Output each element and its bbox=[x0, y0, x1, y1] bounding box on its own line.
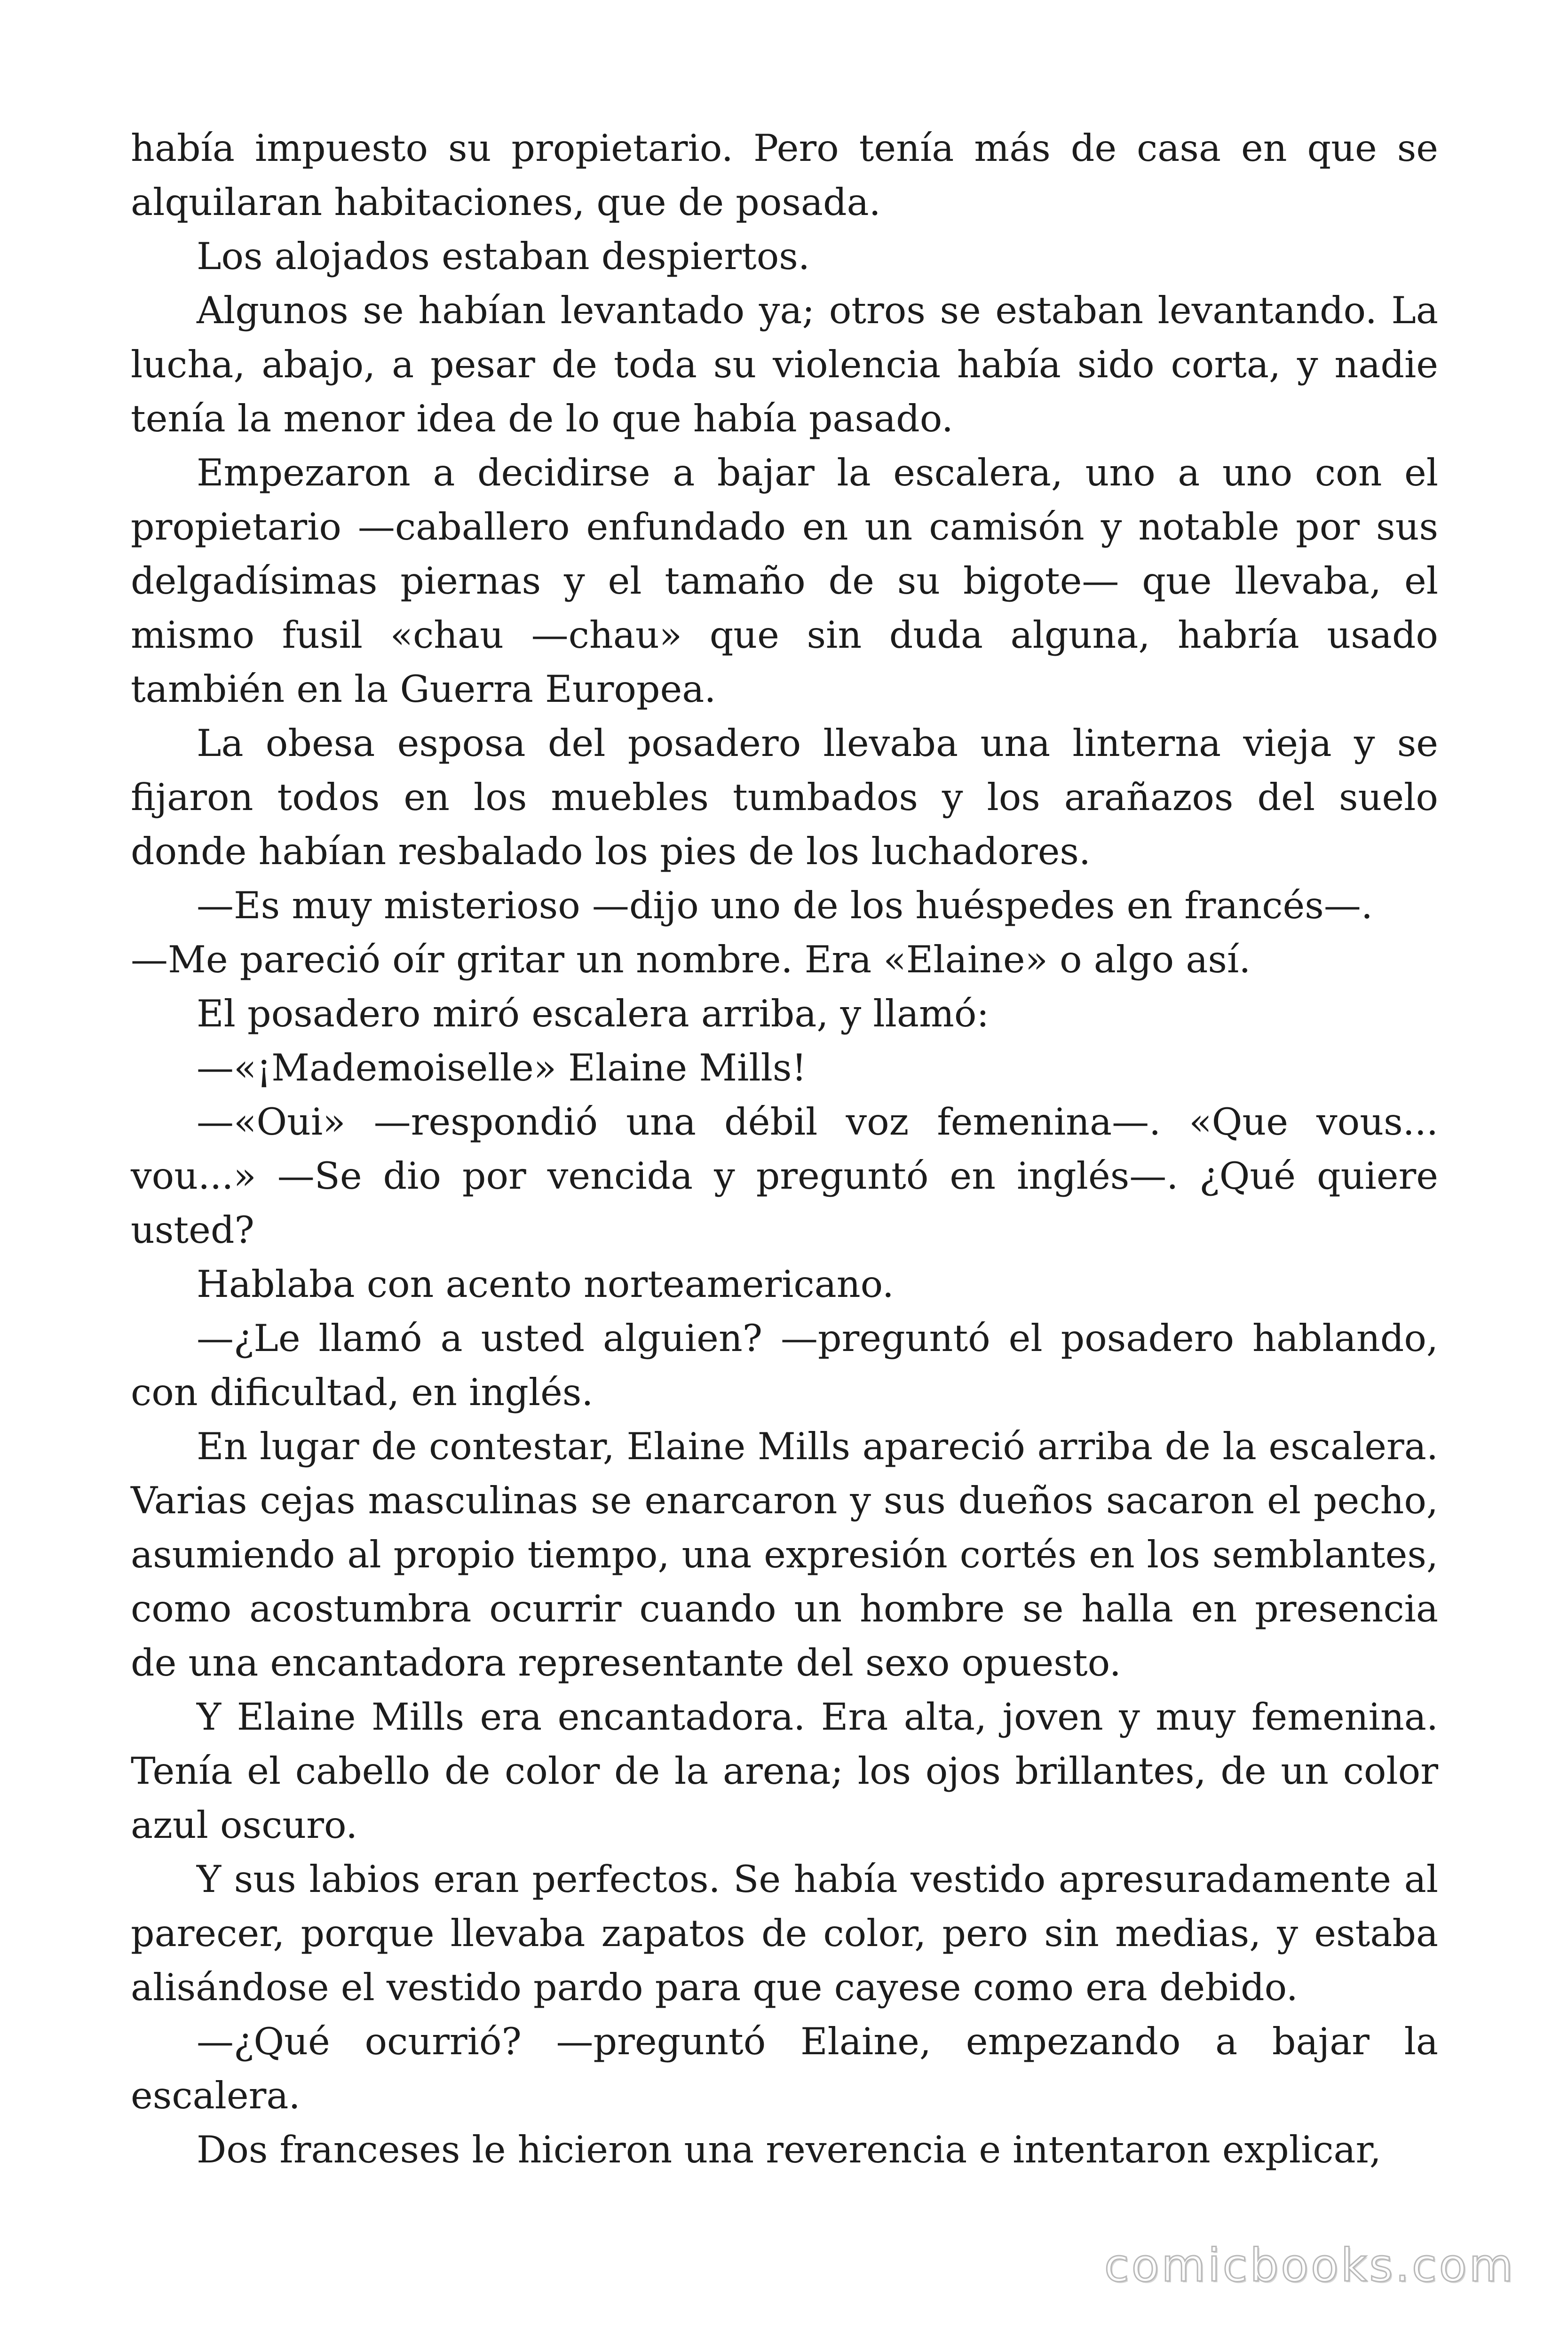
paragraph: La obesa esposa del posadero llevaba una linterna vieja y se fijaron todos en los muebles tumbados y los arañazos del suelo donde habían resbalado los pies de los luchadores. bbox=[131, 722, 1438, 873]
paragraph: Dos franceses le hicieron una reverencia e intentaron explicar, bbox=[197, 2128, 1381, 2171]
paragraph: —¿Qué ocurrió? —preguntó Elaine, empezando a bajar la escalera. bbox=[131, 2020, 1438, 2117]
paragraph: —Es muy misterioso —dijo uno de los huéspedes en francés—. bbox=[197, 884, 1373, 927]
body-text bbox=[131, 121, 1438, 2177]
paragraph: Y sus labios eran perfectos. Se había vestido apresuradamente al parecer, porque llevaba zapatos de color, pero sin medias, y estaba alisándose el vestido pardo para que cayese como era debido. bbox=[131, 1858, 1438, 2009]
paragraph: El posadero miró escalera arriba, y llamó: bbox=[197, 992, 990, 1035]
paragraph: —«¡Mademoiselle» Elaine Mills! bbox=[197, 1046, 807, 1089]
paragraph: había impuesto su propietario. Pero tenía más de casa en que se alquilaran habitaciones, que de posada. bbox=[131, 127, 1438, 224]
paragraph: En lugar de contestar, Elaine Mills apareció arriba de la escalera. Varias cejas masculinas se enarcaron y sus dueños sacaron el pecho, asumiendo al propio tiempo, una expresión cortés en los semblantes, como acostumbra ocurrir cuando un hombre se halla en presencia de una encantadora representante del sexo opuesto. bbox=[131, 1425, 1438, 1685]
paragraph: Los alojados estaban despiertos. bbox=[197, 235, 810, 278]
paragraph: Empezaron a decidirse a bajar la escalera, uno a uno con el propietario —caballero enfundado en un camisón y notable por sus delgadísimas piernas y el tamaño de su bigote— que llevaba, el mismo fusil «chau —chau» que sin duda alguna, habría usado también en la Guerra Europea. bbox=[131, 451, 1438, 711]
paragraph: —«Oui» —respondió una débil voz femenina—. «Que vous... vou...» —Se dio por vencida y preguntó en inglés—. ¿Qué quiere usted? bbox=[131, 1100, 1438, 1252]
paragraph: Algunos se habían levantado ya; otros se estaban levantando. La lucha, abajo, a pesar de toda su violencia había sido corta, y nadie tenía la menor idea de lo que había pasado. bbox=[131, 289, 1438, 440]
paragraph: —¿Le llamó a usted alguien? —preguntó el posadero hablando, con dificultad, en inglés. bbox=[131, 1317, 1438, 1414]
paragraph: —Me pareció oír gritar un nombre. Era «Elaine» o algo así. bbox=[131, 938, 1251, 981]
paragraph: Hablaba con acento norteamericano. bbox=[197, 1263, 894, 1306]
watermark: comicbooks.com bbox=[1104, 2239, 1515, 2292]
paragraph: Y Elaine Mills era encantadora. Era alta, joven y muy femenina. Tenía el cabello de color de la arena; los ojos brillantes, de un color azul oscuro. bbox=[131, 1695, 1438, 1847]
